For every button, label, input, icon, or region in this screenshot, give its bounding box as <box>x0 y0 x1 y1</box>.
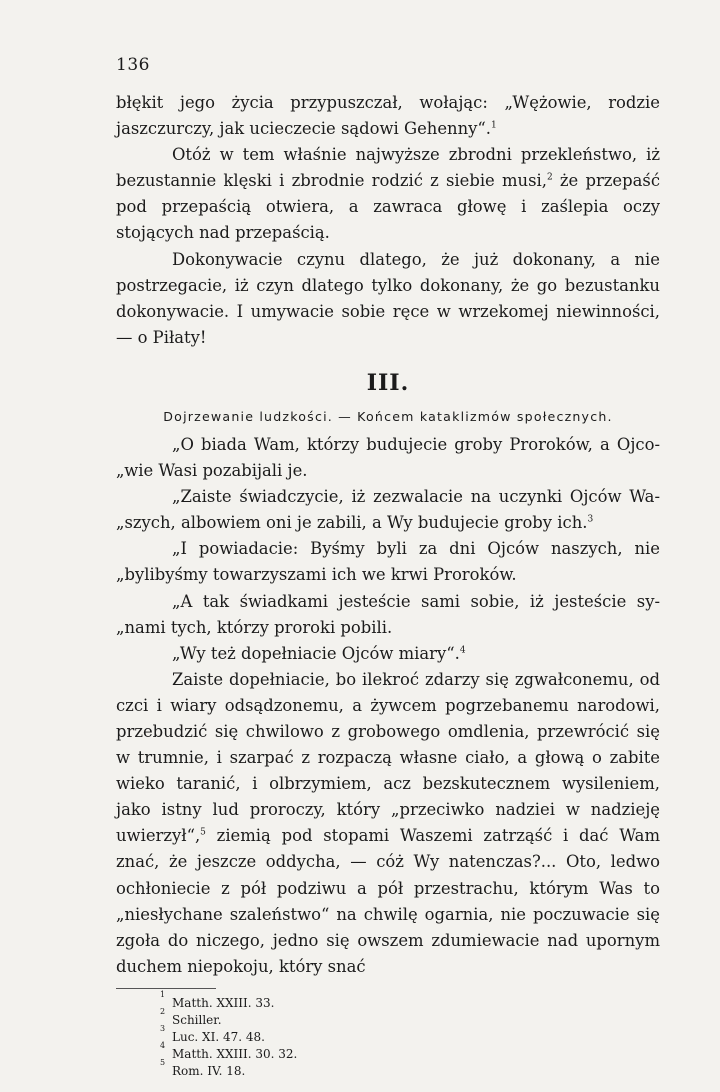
paragraph-3: Dokonywacie czynu dlatego, że już dokonany, a nie postrzegacie, iż czyn dlatego tylko dokonany, że go bezustanku dokonywacie. I umywacie sobie ręce w wrzekomej niewinności, — o Piłaty! <box>116 249 660 347</box>
quote-paragraph-3: „I powiadacie: Byśmy byli za dni Ojców naszych, nie „bylibyśmy towarzyszami ich we krwi Proroków. <box>116 539 660 585</box>
footnote-ref-5[interactable]: 5 <box>200 827 206 838</box>
footnotes <box>160 989 660 1080</box>
section-subheading: Dojrzewanie ludzkości. — Końcem kataklizmów społecznych. <box>163 408 613 424</box>
footnote-ref-1[interactable]: 1 <box>490 120 497 131</box>
paragraph-2: Otóż w tem właśnie najwyższe zbrodni przekleństwo, iż bezustannie klęski i zbrodnie rodzić z siebie musi,$^2$ że przepaść pod przepaścią otwiera, a zawraca głowę i zaślepia oczy stojących nad przepaścią. <box>116 145 660 243</box>
paragraph-main: Zaiste dopełniacie, bo ilekroć zdarzy się zgwałconemu, od czci i wiary odsądzonemu, a żywcem pogrzebanemu narodowi, przebudzić się chwilowo z grobowego omdlenia, przewrócić się w trumnie, i szarpać z rozpaczą własne ciało, a głową o zabite wieko taranić, i olbrzymiem, acz bezskutecznem wysileniem, jako istny lud proroczy, który „przeciwko nadziei w nadzieję uwierzył“,$^5$ ziemią pod stopami Waszemi zatrząść i dać Wam znać, że jeszcze oddycha, — cóż Wy natenczas?... Oto, ledwo ochłoniecie z pół podziwu a pół przestrachu, którym Was to „niesłychane szaleństwo“ na chwilę ogarnia, nie poczuwacie się zgoła do niczego, jedno się owszem zdumiewacie nad upornym duchem niepokoju, który snać <box>116 669 660 976</box>
footnote-4: 4 Matth. XXIII. 30. 32. <box>160 1040 298 1061</box>
footnote-ref-2[interactable]: 2 <box>546 172 553 183</box>
quote-paragraph-1: „O biada Wam, którzy budujecie groby Proroków, a Ojco-„wie Wasi pozabijali je. <box>116 434 660 481</box>
footnote-ref-4[interactable]: 4 <box>459 645 466 656</box>
footnote-2: 2 Schiller. <box>160 1006 222 1027</box>
footnote-ref-3[interactable]: 3 <box>587 514 594 525</box>
section-heading: III. <box>366 369 410 396</box>
page-number: 136 <box>116 55 150 75</box>
footnote-5: 5 Rom. IV. 18. <box>160 1057 246 1078</box>
quote-paragraph-5: „Wy też dopełniacie Ojców miary“.$^4$ <box>172 643 466 663</box>
body-text <box>116 90 660 1080</box>
footnote-1: 1 Matth. XXIII. 33. <box>160 989 275 1010</box>
quote-paragraph-4: „A tak świadkami jesteście sami sobie, iż jesteście sy-„nami tych, którzy proroki pobili. <box>116 591 660 637</box>
footnote-3: 3 Luc. XI. 47. 48. <box>160 1023 265 1044</box>
paragraph-1: błękit jego życia przypuszczał, wołając: „Wężowie, rodzie jaszczurczy, jak ucieczecie sądowi Gehenny“.$^1$ <box>116 93 660 139</box>
quote-paragraph-2: „Zaiste świadczycie, iż zezwalacie na uczynki Ojców Wa-„szych, albowiem oni je zabili, a Wy budujecie groby ich.$^3$ <box>116 487 660 533</box>
footnote-divider <box>116 988 216 989</box>
